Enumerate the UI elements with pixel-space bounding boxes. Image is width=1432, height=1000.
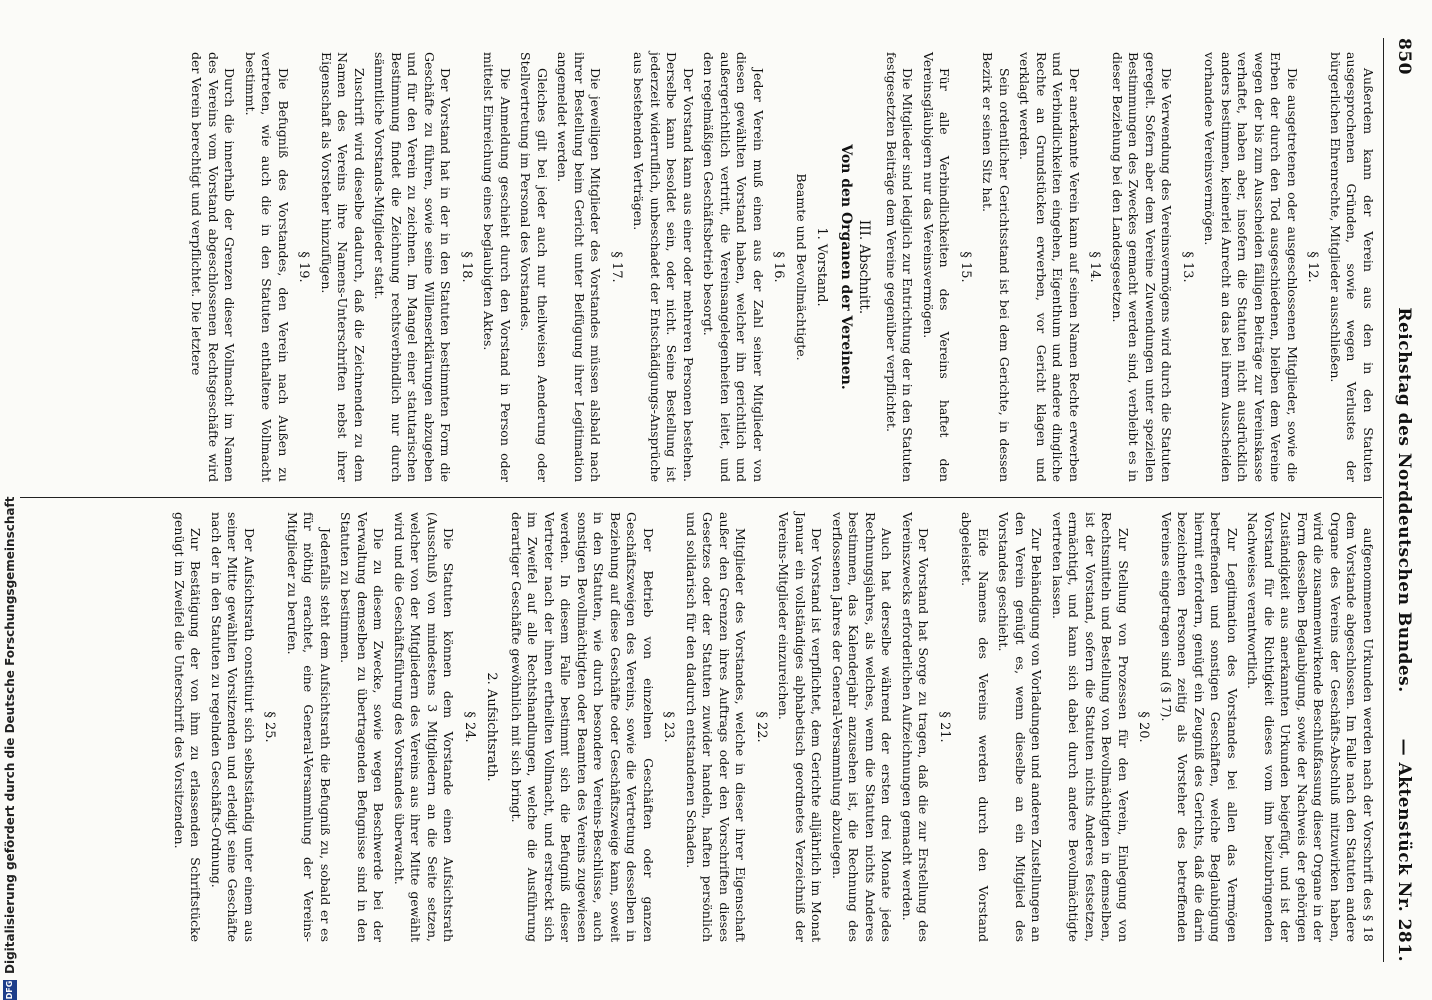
paragraph: Die Verwendung des Vereinsvermögens wird durch die Statuten geregelt. Sofern aber dem Vereine Zuwendungen unter speziellen Bestimmungen des Zweckes gemacht werden sind, verbleibt es in dieser Beziehung bei den Landesgesetzen. (1110, 52, 1175, 482)
section-heading: § 23. (661, 711, 677, 743)
digitization-footer (0, 0, 22, 1000)
paragraph: Zur Behändigung von Vorladungen und anderen Zustellungen an den Verein genügt es, wenn dieselbe an ein Mitglied des Vorstandes geschieht. (996, 512, 1045, 942)
paragraph: Durch die innerhalb der Grenzen dieser Vollmacht im Namen des Vereins vom Vorstand abgeschlossenen Rechtsgeschäfte wird der Verein berechtigt und verpflichtet. Die letztere (189, 52, 238, 482)
section-heading: § 25. (262, 711, 278, 743)
paragraph: Der Vorstand ist verpflichtet, dem Gerichte alljährlich im Monat Januar ein vollständiges alphabetisch geordnetes Verzeichniß der Vereins-Mitglieder einzureichen. (776, 512, 825, 942)
paragraph: Zuschrift wird dieselbe dadurch, daß die Zeichnenden zu dem Namen des Vereins ihre Namens-Unterschriften nebst ihrer Eigenschaft als Vorsteher hinzufügen. (319, 52, 367, 482)
paragraph: Der Betrieb von einzelnen Geschäften oder ganzen Geschäftszweigen des Vereins, sowie die Vertretung desselben in Beziehung auf diese Geschäfte oder Geschäftszweige kann, soweit in den Statuten, wie durch besondere Vereins-Beschlüsse, auch sonstigen Bevollmächtigten oder Beamten des Vereins zugewiesen werden. In diesem Falle bestimmt sich die Befugniß dieser Vertreter nach der ihnen ertheilten Vollmacht, und erstreckt sich im Zweifel auf alle Rechtshandlungen, welche die Ausführung derartiger Geschäfte gewöhnlich mit sich bringt. (509, 512, 656, 942)
paragraph: Jedenfalls steht dem Aufsichtsrath die Befugniß zu, sobald er es für nöthig erachtet, eine General-Versammlung der Vereins-Mitglieder zu berufen. (285, 512, 333, 942)
paragraph: Der Vorstand kann aus einer oder mehreren Personen bestehen. Derselbe kann besoldet sein, oder nicht. Seine Bestellung ist jederzeit widerruflich, unbeschadet der Entschädigungs-Ansprüche aus bestehenden Verträgen. (631, 52, 696, 482)
right-column (20, 512, 1376, 942)
chapter-number: III. Abschnitt. (856, 219, 873, 315)
paragraph: Die Mitglieder sind lediglich zur Entrichtung der in den Statuten festgesetzten Beiträge dem Vereine gegenüber verpflichtet. (884, 52, 916, 482)
subsection-title: Beamte und Bevollmächtigte. (794, 173, 809, 361)
chapter-title: Von den Organen der Vereinen. (838, 144, 854, 390)
paragraph: Der Vorstand hat in der in den Statuten bestimmten Form die Geschäfte zu führen, sowie seine Willenserklärungen abzugeben und für den Verein zu zeichnen. Im Mangel einer statutarischen Bestimmung findet die Zeichnung rechtsverbindlich nur durch sämmtliche Vorstands-Mitglieder statt. (372, 52, 454, 482)
subsection-heading: 2. Aufsichtsrath. (484, 672, 500, 782)
paragraph: Die Anmeldung geschieht durch den Vorstand in Person oder mittelst Einreichung eines beglaubigten Aktes. (481, 52, 513, 482)
paragraph: Der Vorstand hat Sorge zu tragen, daß die zur Erstellung des Vereinszwecks erforderlichen Aufzeichnungen gemacht werden. (900, 512, 932, 942)
paragraph: Die Statuten können dem Vorstande einen Aufsichtsrath (Ausschuß) von mindestens 3 Mitgliedern an die Seite setzen, welcher von der Mitgliedern des Vereins aus ihrer Mitte gewählt wird und die Geschäftsführung des Vorstandes überwacht. (392, 512, 457, 942)
paragraph: Die jeweiligen Mitglieder des Vorstandes müssen alsbald nach ihrer Bestellung beim Gericht unter Beifügung ihrer Legitimation angemeldet werden. (555, 52, 604, 482)
page-header (1388, 38, 1414, 962)
digitization-credit: Digitalisierung gefördert durch die Deutsche Forschungsgemeinschaft (3, 496, 17, 974)
section-heading: § 20. (1136, 711, 1152, 743)
section-heading: § 15. (958, 251, 973, 283)
paragraph: aufgenommenen Urkunden werden nach der Vorschrift des § 18 dem Vorstande abgeschlossen. Im Falle nach den Statuten andere Organe des Vereins der Geschäfts-Abschluß mitzuwirken haben, wird die zusammenwirkende Beschlußfassung dieser Organe in der Form desselben Beglaubigung, sowie der Nachweis der gehörigen Zuständigkeit aus anerkannten Urkunden beigefügt, und ist der Vorstand für die Richtigkeit dieses vom ihm beizubringenden Nachweises verantwortlich. (1245, 512, 1376, 942)
aktenstueck-label: — Aktenstück Nr. 281. (1394, 738, 1414, 962)
header-rule (1383, 38, 1384, 962)
section-heading: § 19. (296, 251, 312, 283)
paragraph: Mitglieder des Vorstandes, welche in dieser ihrer Eigenschaft außer den Grenzen ihres Auftrags oder den Vorschriften dieses Gesetzes oder der Statuten zuwider handeln, haften persönlich und solidarisch für den dadurch entstandenen Schaden. (684, 512, 749, 942)
paragraph: Die zu diesem Zwecke, sowie wegen Beschwerde bei der Verwaltung demselben zu übertragenden Befugnisse sind in den Statuten zu bestimmen. (338, 512, 387, 942)
section-heading: § 24. (462, 711, 477, 743)
left-column (20, 52, 1376, 482)
page-number: 850 (1394, 38, 1414, 75)
paragraph: Eide Namens des Vereins werden durch den Vorstand abgeleistet. (959, 512, 991, 942)
paragraph: Zur Stellung von Prozessen für den Verein, Einlegung von Rechtsmitteln und Bestellung von Bevollmächtigten in demselben, ist der Vorstand, sofern die Statuten nichts Anderes festsetzen, ermächtigt, und kann sich dabei durch andere Bevollmächtigte vertreten lassen. (1050, 512, 1131, 942)
section-heading: § 17. (609, 251, 624, 283)
section-heading: § 14. (1087, 251, 1103, 283)
paragraph: Zur Legitimation des Vorstandes bei allen das Vermögen betreffenden und sonstigen Geschäften, welche Beglaubigung hiermit erfordern, genügt ein Zeugniß des Gerichts, daß die darin bezeichneten Personen zeitig als Vorsteher des betreffenden Vereines eingetragen sind (§ 17). (1159, 512, 1240, 942)
section-heading: § 18. (459, 251, 474, 283)
paragraph: Jeder Verein muß einen aus der Zahl seiner Mitglieder von diesen gewählten Vorstand haben, welcher ihn gerichtlich und außergerichtlich vertritt, die Vereinsangelegenheiten leitet, und den regelmäßigen Geschäftsbetrieb besorgt. (701, 52, 766, 482)
dfg-logo: DFG (3, 980, 17, 1000)
paragraph: Die ausgetretenen oder ausgeschlossenen Mitglieder, sowie die Erben der durch den Tod ausgeschiedenen, bleiben dem Vereine wegen der bis zum Ausscheiden fälligen Beiträge zur Vereinskasse verhaftet, haben aber, insofern die Statuten nicht ausdrücklich anders bestimmen, keinerlei Anrecht an das bei ihrem Ausscheiden vorhandene Vereinsvermögen. (1202, 52, 1300, 482)
paragraph: Außerdem kann der Verein aus den in den Statuten ausgesprochenen Gründen, sowie wegen Verlustes der bürgerlichen Ehrenrechte, Mitglieder ausschließen. (1328, 52, 1376, 482)
paragraph: Sein ordentlicher Gerichtsstand ist bei dem Gerichte, in dessen Bezirk er seinen Sitz hat. (980, 52, 1012, 482)
paragraph: Die Befugniß des Vorstandes, den Verein nach Außen zu vertreten, wie auch die in den Statuten enthaltene Vollmacht bestimmt. (243, 52, 291, 482)
column-divider (20, 497, 1382, 498)
paragraph: Gleiches gilt bei jeder auch nur theilweisen Aenderung oder Stellvertretung im Personal des Vorstandes. (518, 52, 550, 482)
section-heading: § 13. (1180, 251, 1195, 283)
paragraph: Für alle Verbindlichkeiten des Vereins haftet den Vereinsgläubigern nur das Vereinsvermögen. (921, 52, 953, 482)
section-heading: § 12. (1305, 251, 1321, 283)
paragraph: Auch hat derselbe während der ersten drei Monate jedes Rechnungsjahres, als welches, wenn die Statuten nichts Anderes bestimmen, das Kalenderjahr anzusehen ist, die Rechnung des verflossenen Jahres der General-Versammlung abzulegen. (830, 512, 895, 942)
section-heading: § 21. (937, 711, 952, 743)
section-heading: § 16. (771, 251, 787, 283)
paragraph: Zur Bestätigung der von ihm zu erlassenden Schriftstücke genügt im Zweifel die Unterschrift des Vorsitzenden. (172, 512, 204, 942)
section-heading: § 22. (754, 711, 769, 743)
running-title: Reichstag des Norddeutschen Bundes. (1394, 307, 1414, 693)
paragraph: Der anerkannte Verein kann auf seinen Namen Rechte erwerben und Verbindlichkeiten eingehen, Eigenthum und andere dingliche Rechte an Grundstücken erwerben, vor Gericht klagen und verklagt werden. (1017, 52, 1082, 482)
paragraph: Der Aufsichtsrath constituirt sich selbstständig unter einem aus seiner Mitte gewählten Vorsitzenden und erledigt seine Geschäfte nach der in den Statuten zu regelnden Geschäfts-Ordnung. (209, 512, 257, 942)
subsection-heading: 1. Vorstand. (814, 227, 830, 307)
